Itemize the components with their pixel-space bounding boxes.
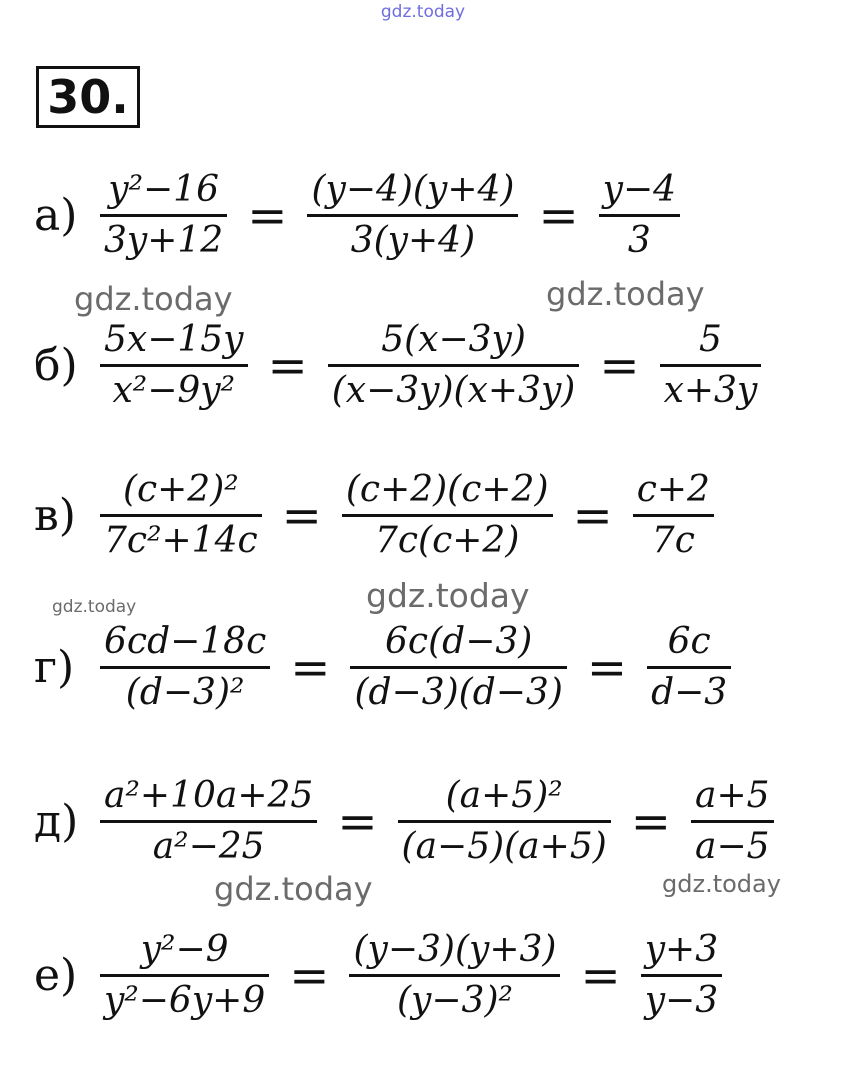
fraction-bar (350, 666, 566, 669)
numerator: 6c (667, 621, 711, 662)
denominator: 7c²+14c (104, 520, 258, 561)
numerator: (c+2)(c+2) (345, 469, 549, 510)
fraction-bar (328, 364, 580, 367)
fraction-result (633, 468, 714, 563)
watermark: gdz.today (214, 870, 373, 908)
item-label: е) (34, 950, 78, 1001)
fraction-bar (660, 364, 762, 367)
equals-sign: = (586, 639, 628, 696)
item-label: г) (34, 642, 75, 693)
equation-row-v (34, 468, 720, 563)
fraction-bar (691, 820, 774, 823)
equals-sign: = (538, 187, 579, 244)
numerator: y²−16 (108, 169, 219, 210)
numerator: (y−4)(y+4) (311, 169, 515, 210)
numerator: 6c(d−3) (385, 621, 533, 662)
numerator: 6cd−18c (104, 621, 267, 662)
numerator: y+3 (644, 929, 719, 970)
fraction-original (100, 620, 270, 715)
denominator: y²−6y+9 (104, 980, 266, 1021)
fraction-original (100, 468, 262, 563)
problem-number: 30. (36, 66, 140, 128)
numerator: (c+2)² (122, 469, 239, 510)
watermark: gdz.today (662, 870, 781, 898)
equation-row-b (34, 318, 767, 413)
fraction-factored (349, 928, 560, 1023)
fraction-bar (100, 514, 262, 517)
fraction-factored (307, 168, 518, 263)
equals-sign: = (281, 487, 322, 544)
fraction-factored (398, 774, 611, 869)
numerator: a²+10a+25 (104, 775, 314, 816)
fraction-bar (599, 214, 680, 217)
fraction-result (599, 168, 680, 263)
fraction-bar (647, 666, 731, 669)
equation-row-a (34, 168, 686, 263)
fraction-result (691, 774, 774, 869)
equation-row-d (34, 774, 780, 869)
equation-row-g (34, 620, 737, 715)
equals-sign: = (267, 337, 308, 394)
denominator: 3 (627, 220, 651, 261)
item-label: б) (34, 340, 78, 391)
fraction-original (100, 774, 317, 869)
fraction-bar (100, 974, 269, 977)
denominator: (x−3y)(x+3y) (331, 370, 576, 411)
denominator: 7c(c+2) (374, 520, 520, 561)
fraction-bar (633, 514, 714, 517)
denominator: y−3 (644, 980, 719, 1021)
denominator: (y−3)² (397, 980, 513, 1021)
fraction-factored (350, 620, 566, 715)
equals-sign: = (337, 793, 378, 850)
numerator: 5 (698, 319, 722, 360)
denominator: x²−9y² (112, 370, 236, 411)
equals-sign: = (599, 337, 640, 394)
denominator: a²−25 (152, 826, 265, 867)
numerator: (a+5)² (445, 775, 563, 816)
numerator: y²−9 (140, 929, 229, 970)
item-label: а) (34, 190, 78, 241)
equals-sign: = (290, 639, 331, 696)
watermark: gdz.today (52, 597, 137, 617)
denominator: x+3y (663, 370, 758, 411)
denominator: (d−3)(d−3) (354, 672, 563, 713)
fraction-bar (349, 974, 560, 977)
equals-sign: = (572, 487, 613, 544)
watermark: gdz.today (546, 275, 705, 313)
item-label: д) (34, 796, 79, 847)
watermark-top: gdz.today (380, 2, 466, 22)
denominator: (d−3)² (125, 672, 245, 713)
equation-row-e (34, 928, 728, 1023)
watermark: gdz.today (366, 576, 530, 615)
fraction-original (100, 168, 227, 263)
fraction-original (100, 318, 248, 413)
fraction-bar (100, 820, 317, 823)
fraction-bar (307, 214, 518, 217)
equals-sign: = (580, 947, 621, 1004)
fraction-bar (100, 364, 248, 367)
numerator: y−4 (602, 169, 677, 210)
watermark: gdz.today (74, 280, 233, 318)
fraction-bar (641, 974, 722, 977)
numerator: c+2 (636, 469, 710, 510)
fraction-bar (100, 214, 227, 217)
fraction-result (641, 928, 722, 1023)
denominator: 7c (651, 520, 695, 561)
denominator: 3(y+4) (350, 220, 476, 261)
fraction-result (647, 620, 731, 715)
fraction-bar (398, 820, 611, 823)
equals-sign: = (289, 947, 330, 1004)
fraction-factored (328, 318, 580, 413)
fraction-result (660, 318, 762, 413)
equals-sign: = (630, 793, 671, 850)
denominator: 3y+12 (104, 220, 224, 261)
fraction-bar (100, 666, 270, 669)
numerator: 5(x−3y) (381, 319, 526, 360)
denominator: d−3 (651, 672, 728, 713)
fraction-bar (342, 514, 553, 517)
fraction-factored (342, 468, 553, 563)
denominator: (a−5)(a+5) (401, 826, 607, 867)
fraction-original (100, 928, 269, 1023)
denominator: a−5 (695, 826, 770, 867)
item-label: в) (34, 490, 76, 541)
numerator: 5x−15y (104, 319, 244, 360)
numerator: a+5 (695, 775, 770, 816)
numerator: (y−3)(y+3) (353, 929, 557, 970)
equals-sign: = (247, 187, 288, 244)
